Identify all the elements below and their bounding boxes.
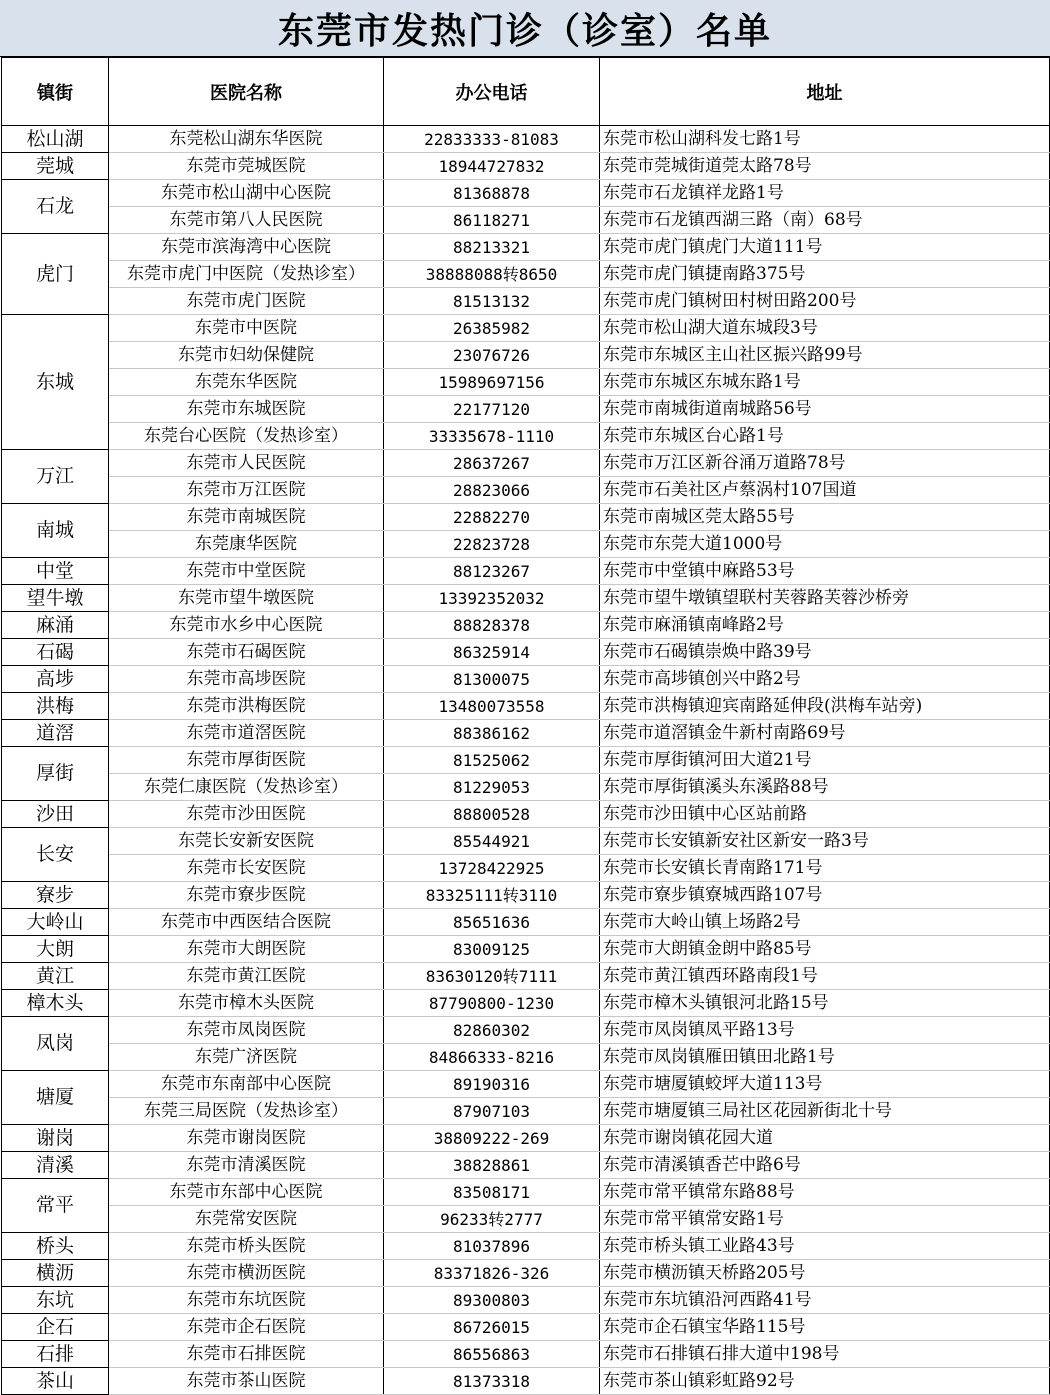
address-cell[interactable]: 东莞市凤岗镇凤平路13号 — [600, 1017, 1050, 1044]
address-cell[interactable]: 东莞市南城区莞太路55号 — [600, 504, 1050, 531]
hospital-cell[interactable]: 东莞市东坑医院 — [109, 1287, 384, 1314]
phone-cell[interactable]: 88828378 — [384, 612, 600, 639]
table-row — [2, 774, 1050, 801]
table-row — [2, 1044, 1050, 1071]
town-cell[interactable]: 洪梅 — [2, 693, 109, 720]
hospital-cell[interactable]: 东莞仁康医院（发热诊室） — [109, 774, 384, 801]
address-cell[interactable]: 东莞市厚街镇河田大道21号 — [600, 747, 1050, 774]
hospital-cell[interactable]: 东莞市横沥医院 — [109, 1260, 384, 1287]
table-row — [2, 666, 1050, 693]
hospital-cell[interactable]: 东莞市东南部中心医院 — [109, 1071, 384, 1098]
town-cell[interactable]: 中堂 — [2, 558, 109, 585]
town-cell[interactable]: 道滘 — [2, 720, 109, 747]
phone-cell[interactable]: 83009125 — [384, 936, 600, 963]
hospital-cell[interactable]: 东莞东华医院 — [109, 369, 384, 396]
phone-cell[interactable]: 96233转2777 — [384, 1206, 600, 1233]
address-cell[interactable]: 东莞市石龙镇西湖三路（南）68号 — [600, 207, 1050, 234]
address-cell[interactable]: 东莞市石碣镇崇焕中路39号 — [600, 639, 1050, 666]
hospital-cell[interactable]: 东莞三局医院（发热诊室） — [109, 1098, 384, 1125]
table-row — [2, 207, 1050, 234]
town-cell[interactable]: 沙田 — [2, 801, 109, 828]
hospital-cell[interactable]: 东莞市人民医院 — [109, 450, 384, 477]
table-row — [2, 747, 1050, 774]
town-cell[interactable]: 东城 — [2, 315, 109, 450]
address-cell[interactable]: 东莞市长安镇新安社区新安一路3号 — [600, 828, 1050, 855]
table-row — [2, 612, 1050, 639]
phone-cell[interactable]: 87907103 — [384, 1098, 600, 1125]
phone-cell[interactable]: 38888088转8650 — [384, 261, 600, 288]
town-cell[interactable]: 麻涌 — [2, 612, 109, 639]
address-cell[interactable]: 东莞市麻涌镇南峰路2号 — [600, 612, 1050, 639]
address-cell[interactable]: 东莞市长安镇长青南路171号 — [600, 855, 1050, 882]
phone-cell[interactable]: 22823728 — [384, 531, 600, 558]
address-cell[interactable]: 东莞市沙田镇中心区站前路 — [600, 801, 1050, 828]
phone-cell[interactable]: 86726015 — [384, 1314, 600, 1341]
address-cell[interactable]: 东莞市高埗镇创兴中路2号 — [600, 666, 1050, 693]
table-row — [2, 261, 1050, 288]
hospital-cell[interactable]: 东莞市东城医院 — [109, 396, 384, 423]
address-cell[interactable]: 东莞市东城区主山社区振兴路99号 — [600, 342, 1050, 369]
phone-cell[interactable]: 88386162 — [384, 720, 600, 747]
town-cell[interactable]: 横沥 — [2, 1260, 109, 1287]
address-cell[interactable]: 东莞市虎门镇虎门大道111号 — [600, 234, 1050, 261]
town-cell[interactable]: 寮步 — [2, 882, 109, 909]
clinic-table — [1, 57, 1050, 1395]
phone-cell[interactable]: 81368878 — [384, 180, 600, 207]
phone-cell[interactable]: 13392352032 — [384, 585, 600, 612]
address-cell[interactable]: 东莞市莞城街道莞太路78号 — [600, 153, 1050, 180]
address-cell[interactable]: 东莞市万江区新谷涌万道路78号 — [600, 450, 1050, 477]
phone-cell[interactable]: 88213321 — [384, 234, 600, 261]
hospital-cell[interactable]: 东莞市桥头医院 — [109, 1233, 384, 1260]
address-cell[interactable]: 东莞市塘厦镇蛟坪大道113号 — [600, 1071, 1050, 1098]
hospital-cell[interactable]: 东莞市长安医院 — [109, 855, 384, 882]
address-cell[interactable]: 东莞市望牛墩镇望联村芙蓉路芙蓉沙桥旁 — [600, 585, 1050, 612]
hospital-cell[interactable]: 东莞市大朗医院 — [109, 936, 384, 963]
table-row — [2, 423, 1050, 450]
address-cell[interactable]: 东莞市洪梅镇迎宾南路延伸段(洪梅车站旁) — [600, 693, 1050, 720]
hospital-cell[interactable]: 东莞市清溪医院 — [109, 1152, 384, 1179]
town-cell[interactable]: 谢岗 — [2, 1125, 109, 1152]
hospital-cell[interactable]: 东莞市第八人民医院 — [109, 207, 384, 234]
address-cell[interactable]: 东莞市东坑镇沿河西路41号 — [600, 1287, 1050, 1314]
address-cell[interactable]: 东莞市企石镇宝华路115号 — [600, 1314, 1050, 1341]
table-row — [2, 1233, 1050, 1260]
town-cell[interactable]: 望牛墩 — [2, 585, 109, 612]
hospital-cell[interactable]: 东莞市石碣医院 — [109, 639, 384, 666]
phone-cell[interactable]: 18944727832 — [384, 153, 600, 180]
phone-cell[interactable]: 84866333-8216 — [384, 1044, 600, 1071]
table-row — [2, 1152, 1050, 1179]
phone-cell[interactable]: 22177120 — [384, 396, 600, 423]
table-row — [2, 396, 1050, 423]
hospital-cell[interactable]: 东莞市洪梅医院 — [109, 693, 384, 720]
hospital-cell[interactable]: 东莞市虎门医院 — [109, 288, 384, 315]
hospital-cell[interactable]: 东莞市中西医结合医院 — [109, 909, 384, 936]
hospital-cell[interactable]: 东莞市望牛墩医院 — [109, 585, 384, 612]
table-row — [2, 531, 1050, 558]
hospital-cell[interactable]: 东莞市谢岗医院 — [109, 1125, 384, 1152]
hospital-cell[interactable]: 东莞松山湖东华医院 — [109, 126, 384, 153]
table-row — [2, 1314, 1050, 1341]
table-row — [2, 882, 1050, 909]
town-cell[interactable]: 桥头 — [2, 1233, 109, 1260]
address-cell[interactable]: 东莞市东城区台心路1号 — [600, 423, 1050, 450]
address-cell[interactable]: 东莞市虎门镇树田村树田路200号 — [600, 288, 1050, 315]
hospital-cell[interactable]: 东莞市妇幼保健院 — [109, 342, 384, 369]
town-cell[interactable]: 常平 — [2, 1179, 109, 1233]
address-cell[interactable]: 东莞市樟木头镇银河北路15号 — [600, 990, 1050, 1017]
hospital-cell[interactable]: 东莞市黄江医院 — [109, 963, 384, 990]
town-cell[interactable]: 石排 — [2, 1341, 109, 1368]
phone-cell[interactable]: 22833333-81083 — [384, 126, 600, 153]
table-row — [2, 936, 1050, 963]
address-cell[interactable]: 东莞市横沥镇天桥路205号 — [600, 1260, 1050, 1287]
phone-cell[interactable]: 81525062 — [384, 747, 600, 774]
table-row — [2, 234, 1050, 261]
phone-cell[interactable]: 86118271 — [384, 207, 600, 234]
address-cell[interactable]: 东莞市松山湖大道东城段3号 — [600, 315, 1050, 342]
town-cell[interactable]: 高埗 — [2, 666, 109, 693]
header-row — [2, 58, 1050, 126]
hospital-cell[interactable]: 东莞台心医院（发热诊室） — [109, 423, 384, 450]
hospital-cell[interactable]: 东莞市凤岗医院 — [109, 1017, 384, 1044]
address-cell[interactable]: 东莞市常平镇常东路88号 — [600, 1179, 1050, 1206]
town-cell[interactable]: 莞城 — [2, 153, 109, 180]
town-cell[interactable]: 长安 — [2, 828, 109, 882]
address-cell[interactable]: 东莞市石排镇石排大道中198号 — [600, 1341, 1050, 1368]
table-row — [2, 1071, 1050, 1098]
phone-cell[interactable]: 83630120转7111 — [384, 963, 600, 990]
header-hospital[interactable]: 医院名称 — [109, 58, 384, 126]
hospital-cell[interactable]: 东莞市东部中心医院 — [109, 1179, 384, 1206]
address-cell[interactable]: 东莞市寮步镇寮城西路107号 — [600, 882, 1050, 909]
table-row — [2, 801, 1050, 828]
hospital-cell[interactable]: 东莞市樟木头医院 — [109, 990, 384, 1017]
town-cell[interactable]: 塘厦 — [2, 1071, 109, 1125]
address-cell[interactable]: 东莞市中堂镇中麻路53号 — [600, 558, 1050, 585]
phone-cell[interactable]: 15989697156 — [384, 369, 600, 396]
town-cell[interactable]: 企石 — [2, 1314, 109, 1341]
phone-cell[interactable]: 87790800-1230 — [384, 990, 600, 1017]
table-row — [2, 369, 1050, 396]
hospital-cell[interactable]: 东莞市寮步医院 — [109, 882, 384, 909]
header-phone[interactable]: 办公电话 — [384, 58, 600, 126]
table-row — [2, 288, 1050, 315]
table-row — [2, 477, 1050, 504]
table-row — [2, 558, 1050, 585]
hospital-cell[interactable]: 东莞市南城医院 — [109, 504, 384, 531]
table-row — [2, 315, 1050, 342]
phone-cell[interactable]: 89190316 — [384, 1071, 600, 1098]
phone-cell[interactable]: 23076726 — [384, 342, 600, 369]
hospital-cell[interactable]: 东莞康华医院 — [109, 531, 384, 558]
phone-cell[interactable]: 38809222-269 — [384, 1125, 600, 1152]
hospital-cell[interactable]: 东莞市中堂医院 — [109, 558, 384, 585]
address-cell[interactable]: 东莞市虎门镇捷南路375号 — [600, 261, 1050, 288]
phone-cell[interactable]: 85651636 — [384, 909, 600, 936]
town-cell[interactable]: 茶山 — [2, 1368, 109, 1395]
hospital-cell[interactable]: 东莞市企石医院 — [109, 1314, 384, 1341]
address-cell[interactable]: 东莞市石美社区卢蔡涡村107国道 — [600, 477, 1050, 504]
phone-cell[interactable]: 83325111转3110 — [384, 882, 600, 909]
town-cell[interactable]: 虎门 — [2, 234, 109, 315]
table-row — [2, 126, 1050, 153]
phone-cell[interactable]: 28823066 — [384, 477, 600, 504]
town-cell[interactable]: 黄江 — [2, 963, 109, 990]
table-row — [2, 1287, 1050, 1314]
address-cell[interactable]: 东莞市大岭山镇上场路2号 — [600, 909, 1050, 936]
table-row — [2, 990, 1050, 1017]
town-cell[interactable]: 万江 — [2, 450, 109, 504]
phone-cell[interactable]: 26385982 — [384, 315, 600, 342]
address-cell[interactable]: 东莞市黄江镇西环路南段1号 — [600, 963, 1050, 990]
phone-cell[interactable]: 13480073558 — [384, 693, 600, 720]
town-cell[interactable]: 樟木头 — [2, 990, 109, 1017]
address-cell[interactable]: 东莞市塘厦镇三局社区花园新街北十号 — [600, 1098, 1050, 1125]
table-row — [2, 585, 1050, 612]
phone-cell[interactable]: 82860302 — [384, 1017, 600, 1044]
phone-cell[interactable]: 81513132 — [384, 288, 600, 315]
hospital-cell[interactable]: 东莞市沙田医院 — [109, 801, 384, 828]
address-cell[interactable]: 东莞市东城区东城东路1号 — [600, 369, 1050, 396]
hospital-cell[interactable]: 东莞市水乡中心医院 — [109, 612, 384, 639]
hospital-cell[interactable]: 东莞常安医院 — [109, 1206, 384, 1233]
town-cell[interactable]: 石碣 — [2, 639, 109, 666]
phone-cell[interactable]: 89300803 — [384, 1287, 600, 1314]
address-cell[interactable]: 东莞市茶山镇彩虹路92号 — [600, 1368, 1050, 1395]
town-cell[interactable]: 东坑 — [2, 1287, 109, 1314]
hospital-cell[interactable]: 东莞广济医院 — [109, 1044, 384, 1071]
table-row — [2, 1368, 1050, 1395]
table-row — [2, 153, 1050, 180]
town-cell[interactable]: 大朗 — [2, 936, 109, 963]
address-cell[interactable]: 东莞市东莞大道1000号 — [600, 531, 1050, 558]
phone-cell[interactable]: 86325914 — [384, 639, 600, 666]
table-row — [2, 639, 1050, 666]
address-cell[interactable]: 东莞市桥头镇工业路43号 — [600, 1233, 1050, 1260]
table-row — [2, 1179, 1050, 1206]
town-cell[interactable]: 石龙 — [2, 180, 109, 234]
phone-cell[interactable]: 81229053 — [384, 774, 600, 801]
address-cell[interactable]: 东莞市南城街道南城路56号 — [600, 396, 1050, 423]
phone-cell[interactable]: 81037896 — [384, 1233, 600, 1260]
table-row — [2, 504, 1050, 531]
town-cell[interactable]: 凤岗 — [2, 1017, 109, 1071]
table-row — [2, 1260, 1050, 1287]
address-cell[interactable]: 东莞市谢岗镇花园大道 — [600, 1125, 1050, 1152]
table-row — [2, 720, 1050, 747]
table-row — [2, 963, 1050, 990]
table-row — [2, 1017, 1050, 1044]
town-cell[interactable]: 松山湖 — [2, 126, 109, 153]
town-cell[interactable]: 清溪 — [2, 1152, 109, 1179]
page-title: 东莞市发热门诊（诊室）名单 — [277, 10, 772, 52]
phone-cell[interactable]: 85544921 — [384, 828, 600, 855]
address-cell[interactable]: 东莞市凤岗镇雁田镇田北路1号 — [600, 1044, 1050, 1071]
hospital-cell[interactable]: 东莞市中医院 — [109, 315, 384, 342]
phone-cell[interactable]: 88800528 — [384, 801, 600, 828]
table-row — [2, 342, 1050, 369]
phone-cell[interactable]: 33335678-1110 — [384, 423, 600, 450]
title-banner — [0, 0, 1050, 57]
phone-cell[interactable]: 88123267 — [384, 558, 600, 585]
address-cell[interactable]: 东莞市清溪镇香芒中路6号 — [600, 1152, 1050, 1179]
hospital-cell[interactable]: 东莞长安新安医院 — [109, 828, 384, 855]
table-row — [2, 1206, 1050, 1233]
phone-cell[interactable]: 28637267 — [384, 450, 600, 477]
hospital-cell[interactable]: 东莞市茶山医院 — [109, 1368, 384, 1395]
town-cell[interactable]: 厚街 — [2, 747, 109, 801]
town-cell[interactable]: 大岭山 — [2, 909, 109, 936]
table-row — [2, 828, 1050, 855]
hospital-cell[interactable]: 东莞市万江医院 — [109, 477, 384, 504]
phone-cell[interactable]: 13728422925 — [384, 855, 600, 882]
table-row — [2, 450, 1050, 477]
table-body — [2, 126, 1050, 1395]
hospital-cell[interactable]: 东莞市虎门中医院（发热诊室） — [109, 261, 384, 288]
phone-cell[interactable]: 86556863 — [384, 1341, 600, 1368]
table-row — [2, 1125, 1050, 1152]
address-cell[interactable]: 东莞市道滘镇金牛新村南路69号 — [600, 720, 1050, 747]
address-cell[interactable]: 东莞市松山湖科发七路1号 — [600, 126, 1050, 153]
address-cell[interactable]: 东莞市厚街镇溪头东溪路88号 — [600, 774, 1050, 801]
table-row — [2, 909, 1050, 936]
hospital-cell[interactable]: 东莞市厚街医院 — [109, 747, 384, 774]
hospital-cell[interactable]: 东莞市松山湖中心医院 — [109, 180, 384, 207]
phone-cell[interactable]: 22882270 — [384, 504, 600, 531]
table-row — [2, 1098, 1050, 1125]
hospital-cell[interactable]: 东莞市莞城医院 — [109, 153, 384, 180]
phone-cell[interactable]: 81373318 — [384, 1368, 600, 1395]
phone-cell[interactable]: 83508171 — [384, 1179, 600, 1206]
phone-cell[interactable]: 83371826-326 — [384, 1260, 600, 1287]
header-town[interactable]: 镇街 — [2, 58, 109, 126]
address-cell[interactable]: 东莞市石龙镇祥龙路1号 — [600, 180, 1050, 207]
hospital-cell[interactable]: 东莞市滨海湾中心医院 — [109, 234, 384, 261]
table-row — [2, 180, 1050, 207]
address-cell[interactable]: 东莞市常平镇常安路1号 — [600, 1206, 1050, 1233]
table-row — [2, 1341, 1050, 1368]
town-cell[interactable]: 南城 — [2, 504, 109, 558]
address-cell[interactable]: 东莞市大朗镇金朗中路85号 — [600, 936, 1050, 963]
table-row — [2, 693, 1050, 720]
hospital-cell[interactable]: 东莞市道滘医院 — [109, 720, 384, 747]
phone-cell[interactable]: 81300075 — [384, 666, 600, 693]
phone-cell[interactable]: 38828861 — [384, 1152, 600, 1179]
hospital-cell[interactable]: 东莞市石排医院 — [109, 1341, 384, 1368]
hospital-cell[interactable]: 东莞市高埗医院 — [109, 666, 384, 693]
table-row — [2, 855, 1050, 882]
header-address[interactable]: 地址 — [600, 58, 1050, 126]
